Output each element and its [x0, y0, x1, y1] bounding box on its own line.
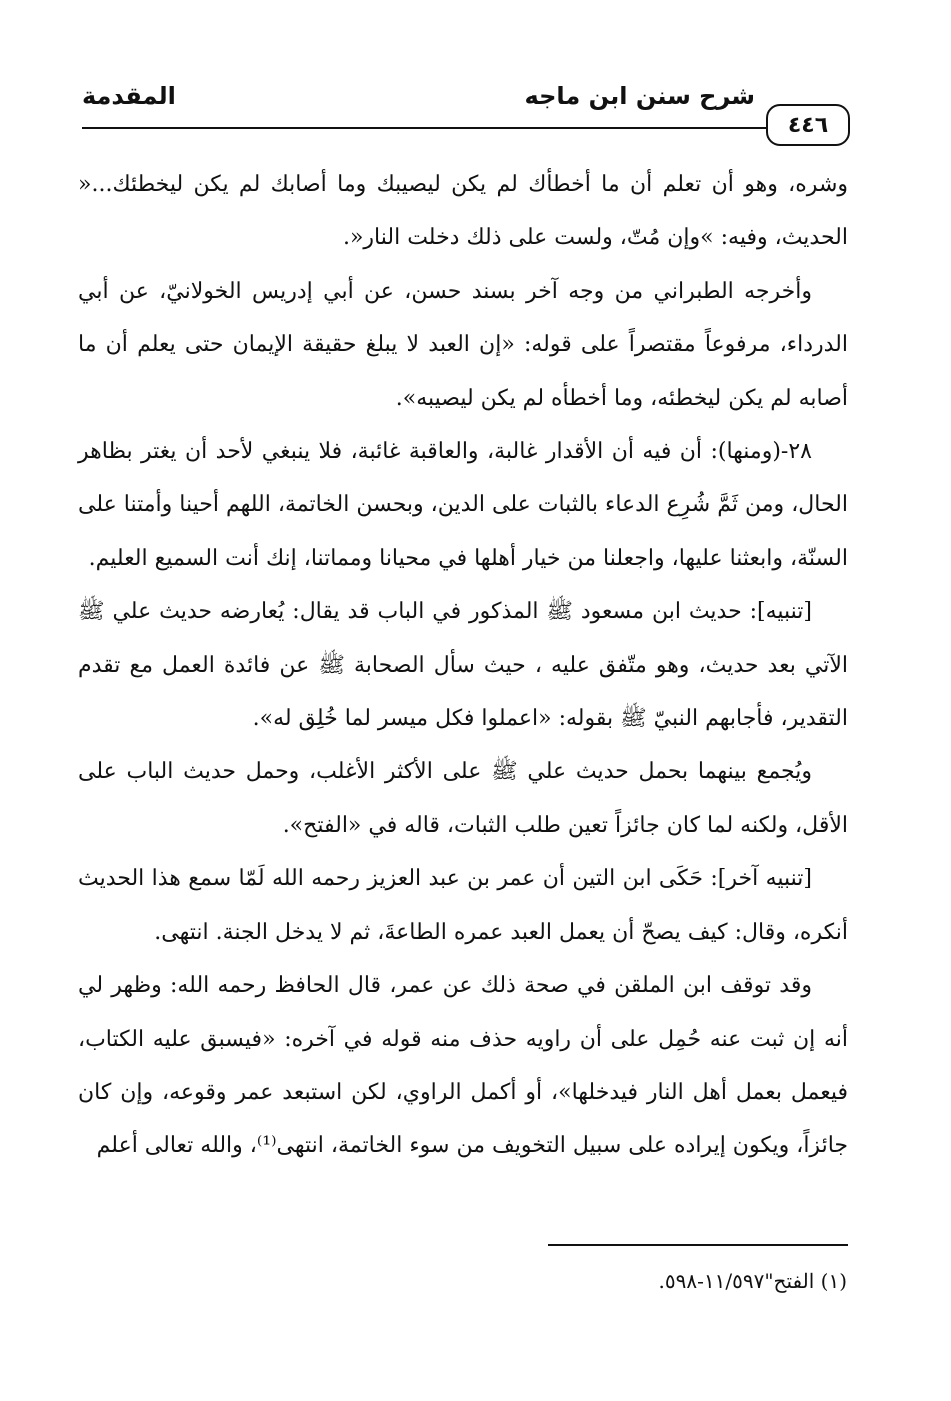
section-title: المقدمة: [82, 82, 176, 110]
paragraph: [تنبيه آخر]: حَكَى ابن التين أن عمر بن عبد العزيز رحمه الله لَمّا سمع هذا الحديث أنكره، وقال: كيف يصحّ أن يعمل العبد عمره الطاعةَ، ثم لا يدخل الجنة. انتهى.: [78, 866, 848, 945]
paragraph: [تنبيه]: حديث ابن مسعود ﷺ المذكور في الباب قد يقال: يُعارضه حديث علي ﷺ الآتي بعد حديث، وهو متّفق عليه ، حيث سأل الصحابة ﷺ عن فائدة العمل مع تقدم التقدير، فأجابهم النبيّ ﷺ بقوله: «اعملوا فكل ميسر لما خُلِق له».: [78, 599, 848, 732]
book-title: شرح سنن ابن ماجه: [524, 82, 755, 110]
header-rule: [82, 127, 850, 129]
footnote: (١) الفتح"١١/٥٩٧-٥٩٨.: [658, 1269, 847, 1293]
paragraph: ٢٨-(ومنها): أن فيه أن الأقدار غالبة، والعاقبة غائبة، فلا ينبغي لأحد أن يغتر بظاهر الحال، ومن ثَمَّ شُرِع الدعاء بالثبات على الدين، وبحسن الخاتمة، اللهم أحينا وأمتنا على السنّة، وابعثنا عليها، واجعلنا من خيار أهلها في محيانا ومماتنا، إنك أنت السميع العليم.: [78, 439, 848, 571]
footnote-rule: [548, 1244, 848, 1246]
paragraph: وأخرجه الطبراني من وجه آخر بسند حسن، عن أبي إدريس الخولانيّ، عن أبي الدرداء، مرفوعاً مقتصراً على قوله: «إن العبد لا يبلغ حقيقة الإيمان حتى يعلم أن ما أصابه لم يكن ليخطئه، وما أخطأه لم يكن ليصيبه».: [78, 278, 848, 411]
body-text: [78, 158, 848, 1173]
page-header: [82, 82, 850, 138]
paragraph: وقد توقف ابن الملقن في صحة ذلك عن عمر، قال الحافظ رحمه الله: وظهر لي أنه إن ثبت عنه حُمِل على أن راويه حذف منه قوله في آخره: «فيسبق عليه الكتاب، فيعمل بعمل أهل النار فيدخلها»، أو أكمل الراوي، لكن استبعد عمر وقوعه، وإن كان جائزاً، ويكون إيراده على سبيل التخويف من سوء الخاتمة، انتهى⁽¹⁾، والله تعالى أعلم: [78, 973, 848, 1159]
paragraph: وشره، وهو أن تعلم أن ما أخطأك لم يكن ليصيبك وما أصابك لم يكن ليخطئك...« الحديث، وفيه: »وإن مُتّ، ولست على ذلك دخلت النار«.: [78, 172, 848, 251]
paragraph: ويُجمع بينهما بحمل حديث علي ﷺ على الأكثر الأغلب، وحمل حديث الباب على الأقل، ولكنه لما كان جائزاً تعين طلب الثبات، قاله في «الفتح».: [78, 759, 848, 838]
page-number: ٤٤٦: [766, 104, 850, 146]
